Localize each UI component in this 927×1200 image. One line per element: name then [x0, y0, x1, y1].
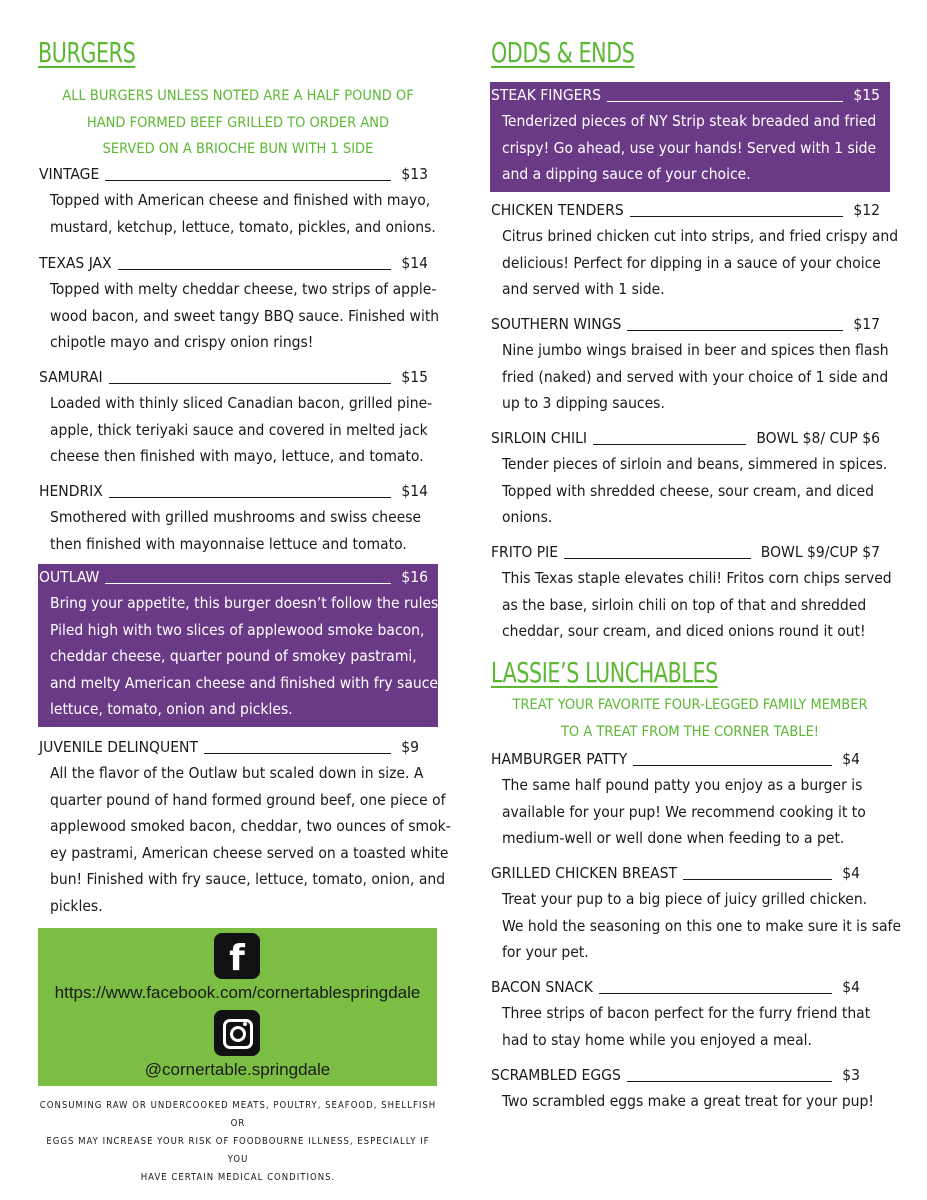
menu-item-grilled-chicken-breast: [490, 860, 902, 966]
menu-item-southern-wings: [490, 311, 890, 417]
disclaimer-line: EGGS MAY INCREASE YOUR RISK OF FOODBOURNE ILLNESS, ESPECIALLY IF YOU: [46, 1136, 430, 1165]
desc-line: We hold the seasoning on this one to make sure it is safe: [502, 916, 902, 935]
leader-line: [564, 558, 751, 559]
desc-line: cheese then finished with mayo, lettuce, and tomato.: [50, 447, 424, 466]
desc-line: delicious! Perfect for dipping in a sauce of your choice: [502, 253, 881, 272]
desc-line: up to 3 dipping sauces.: [502, 394, 665, 413]
menu-item-vintage: [38, 161, 438, 240]
desc-line: available for your pup! We recommend cooking it to: [502, 802, 866, 821]
intro-line: TREAT YOUR FAVORITE FOUR-LEGGED FAMILY MEMBER: [512, 697, 868, 713]
desc-line: wood bacon, and sweet tangy BBQ sauce. Finished with: [50, 306, 440, 325]
desc-line: onions.: [502, 508, 553, 527]
menu-item-bacon-snack: [490, 974, 871, 1053]
item-description: [490, 886, 902, 966]
desc-line: ey pastrami, American cheese served on a toasted white: [50, 843, 449, 862]
leader-line: [627, 1081, 832, 1082]
desc-line: quarter pound of hand formed ground beef, one piece of: [50, 790, 446, 809]
item-name: SIRLOIN CHILI: [491, 429, 588, 447]
instagram-handle[interactable]: @cornertable.springdale: [144, 1060, 331, 1079]
item-price: $15: [853, 86, 880, 104]
desc-line: and melty American cheese and finished with fry sauce,: [50, 673, 443, 692]
desc-line: lettuce, tomato, onion and pickles.: [50, 700, 293, 719]
item-name: GRILLED CHICKEN BREAST: [491, 864, 677, 882]
desc-line: Topped with shredded cheese, sour cream, and diced: [502, 481, 874, 500]
menu-item-sirloin-chili: [490, 425, 890, 531]
desc-line: cheddar cheese, quarter pound of smokey pastrami,: [50, 647, 417, 666]
desc-line: Three strips of bacon perfect for the furry friend that: [502, 1004, 871, 1022]
item-description: [490, 108, 890, 190]
desc-line: apple, thick teriyaki sauce and covered in melted jack: [50, 420, 428, 439]
menu-item-texas-jax: [38, 250, 438, 356]
item-name: SCRAMBLED EGGS: [491, 1066, 621, 1084]
item-name: OUTLAW: [39, 568, 100, 586]
desc-line: Piled high with two slices of applewood smoke bacon,: [50, 620, 425, 639]
item-name: BACON SNACK: [491, 978, 593, 996]
desc-line: medium-well or well done when feeding to a pet.: [502, 829, 845, 848]
desc-line: and served with 1 side.: [502, 280, 665, 299]
item-description: [490, 337, 890, 417]
disclaimer-line: CONSUMING RAW OR UNDERCOOKED MEATS, POULTRY, SEAFOOD, SHELLFISH OR: [39, 1100, 437, 1129]
item-price: BOWL $8/ CUP $6: [756, 429, 880, 447]
item-name: JUVENILE DELINQUENT: [39, 738, 198, 756]
leader-line: [633, 765, 832, 766]
menu-item-hamburger-patty: [490, 746, 866, 852]
item-name: CHICKEN TENDERS: [491, 201, 624, 219]
item-price: $3: [842, 1066, 860, 1084]
desc-line: crispy! Go ahead, use your hands! Served with 1 side: [502, 138, 877, 157]
item-price: $14: [401, 254, 428, 272]
desc-line: All the flavor of the Outlaw but scaled down in size. A: [50, 764, 424, 782]
item-price: $15: [401, 368, 428, 386]
leader-line: [627, 330, 843, 331]
item-price: $16: [401, 568, 428, 586]
desc-line: bun! Finished with fry sauce, lettuce, tomato, onion, and: [50, 870, 446, 889]
desc-line: Treat your pup to a big piece of juicy grilled chicken.: [502, 890, 868, 908]
item-price: $13: [401, 165, 428, 183]
menu-item-samurai: [38, 364, 438, 470]
leader-line: [599, 993, 832, 994]
item-description: [490, 565, 890, 645]
intro-line: SERVED ON A BRIOCHE BUN WITH 1 SIDE: [102, 141, 374, 157]
burgers-title: BURGERS: [38, 36, 136, 69]
item-price: BOWL $9/CUP $7: [760, 543, 880, 561]
item-name: STEAK FINGERS: [491, 86, 602, 104]
item-description: [38, 390, 438, 470]
item-name: VINTAGE: [39, 165, 100, 183]
intro-line: HAND FORMED BEEF GRILLED TO ORDER AND: [86, 114, 390, 131]
desc-line: Nine jumbo wings braised in beer and spices then flash: [502, 341, 889, 359]
desc-line: Tenderized pieces of NY Strip steak breaded and fried: [502, 112, 877, 130]
disclaimer-line: HAVE CERTAIN MEDICAL CONDITIONS.: [140, 1172, 336, 1183]
item-name: TEXAS JAX: [39, 254, 112, 272]
intro-line: TO A TREAT FROM THE CORNER TABLE!: [560, 723, 820, 740]
item-price: $4: [842, 750, 860, 768]
item-price: $17: [853, 315, 880, 333]
desc-line: Topped with melty cheddar cheese, two strips of apple-: [50, 280, 437, 298]
lassies-lunchables-title: LASSIE’S LUNCHABLES: [491, 656, 718, 689]
menu-item-chicken-tenders: [490, 197, 899, 303]
item-description: [490, 223, 899, 303]
desc-line: Citrus brined chicken cut into strips, and fried crispy and: [502, 227, 899, 245]
desc-line: Loaded with thinly sliced Canadian bacon, grilled pine-: [50, 394, 433, 412]
leader-line: [607, 101, 843, 102]
odds-and-ends-title: ODDS & ENDS: [491, 36, 635, 69]
desc-line: pickles.: [50, 896, 103, 915]
item-description: [38, 504, 438, 557]
leader-line: [630, 216, 844, 217]
social-media-box: [38, 928, 437, 1086]
item-price: $9: [401, 738, 419, 756]
facebook-icon[interactable]: f: [214, 933, 260, 979]
leader-line: [683, 879, 832, 880]
leader-line: [118, 269, 392, 270]
intro-line: ALL BURGERS UNLESS NOTED ARE A HALF POUND OF: [62, 88, 414, 104]
menu-item-scrambled-eggs: [490, 1062, 874, 1115]
desc-line: as the base, sirloin chili on top of that and shredded: [502, 595, 867, 614]
menu-item-hendrix: [38, 478, 438, 557]
desc-line: for your pet.: [502, 943, 589, 962]
item-name: SAMURAI: [39, 368, 103, 386]
burgers-intro: [38, 83, 438, 163]
item-name: HENDRIX: [39, 482, 103, 500]
desc-line: This Texas staple elevates chili! Fritos corn chips served: [502, 569, 892, 587]
item-description: [38, 276, 438, 356]
item-price: $14: [401, 482, 428, 500]
desc-line: Smothered with grilled mushrooms and swiss cheese: [50, 508, 422, 526]
leader-line: [105, 583, 391, 584]
menu-item-juvenile-delinquent: [38, 734, 451, 920]
menu-item-outlaw: [38, 564, 444, 727]
item-description: [38, 760, 451, 920]
item-price: $4: [842, 864, 860, 882]
item-price: $12: [853, 201, 880, 219]
leader-line: [204, 753, 391, 754]
instagram-icon[interactable]: [214, 1010, 260, 1056]
desc-line: then finished with mayonnaise lettuce and tomato.: [50, 534, 407, 553]
item-description: [38, 590, 444, 725]
item-description: [490, 451, 890, 531]
lassies-lunchables-intro: [480, 692, 900, 745]
food-safety-disclaimer: [38, 1097, 438, 1187]
item-description: [490, 1000, 871, 1053]
leader-line: [109, 497, 392, 498]
desc-line: Tender pieces of sirloin and beans, simmered in spices.: [502, 455, 888, 473]
item-name: FRITO PIE: [491, 543, 559, 561]
item-description: [490, 772, 866, 852]
item-description: [38, 187, 438, 240]
menu-item-steak-fingers: [490, 82, 890, 192]
leader-line: [105, 180, 391, 181]
desc-line: Two scrambled eggs make a great treat for your pup!: [502, 1092, 874, 1110]
leader-line: [593, 444, 746, 445]
item-price: $4: [842, 978, 860, 996]
leader-line: [109, 383, 392, 384]
desc-line: Bring your appetite, this burger doesn’t follow the rules!: [50, 594, 444, 612]
desc-line: chipotle mayo and crispy onion rings!: [50, 333, 314, 352]
desc-line: mustard, ketchup, lettuce, tomato, pickles, and onions.: [50, 217, 436, 236]
desc-line: Topped with American cheese and finished with mayo,: [50, 191, 431, 209]
item-name: SOUTHERN WINGS: [491, 315, 622, 333]
desc-line: cheddar, sour cream, and diced onions round it out!: [502, 622, 866, 641]
item-name: HAMBURGER PATTY: [491, 750, 628, 768]
desc-line: The same half pound patty you enjoy as a burger is: [502, 776, 863, 794]
facebook-link[interactable]: https://www.facebook.com/cornertablespringdale: [54, 983, 421, 1002]
desc-line: had to stay home while you enjoyed a meal.: [502, 1030, 812, 1049]
item-description: [490, 1088, 874, 1115]
menu-item-frito-pie: [490, 539, 890, 645]
desc-line: and a dipping sauce of your choice.: [502, 165, 751, 184]
desc-line: applewood smoked bacon, cheddar, two ounces of smok-: [50, 817, 451, 836]
desc-line: fried (naked) and served with your choice of 1 side and: [502, 367, 889, 386]
